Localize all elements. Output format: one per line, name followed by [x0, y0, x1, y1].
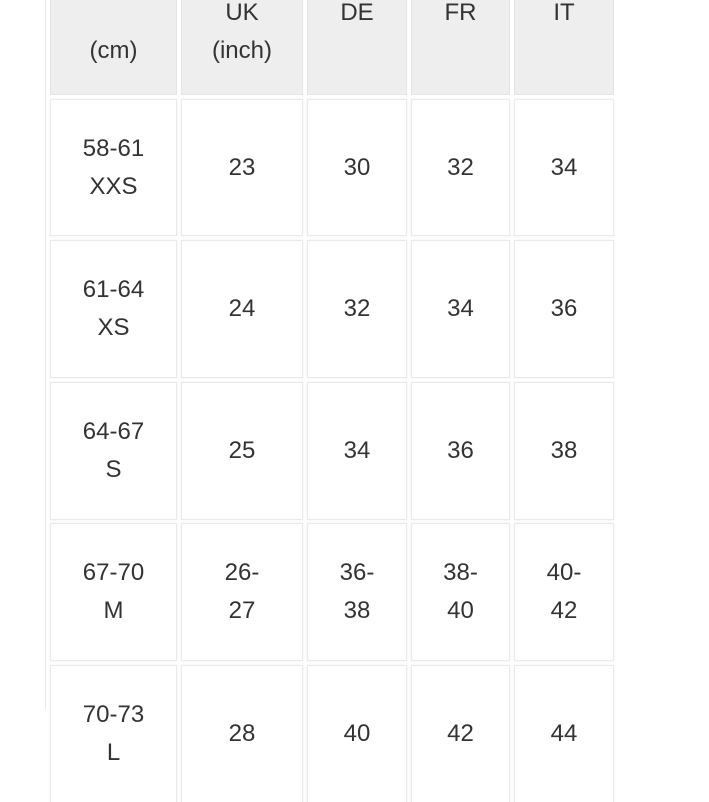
- table-cell: [51, 524, 176, 660]
- table-cell: [412, 666, 509, 802]
- table-row: [48, 666, 616, 766]
- cell-text: 40: [447, 597, 474, 624]
- header-text: [553, 32, 574, 70]
- cell-text: 44: [550, 720, 578, 747]
- header-text: [445, 32, 477, 70]
- header-cell-uk: [182, 0, 302, 94]
- table-cell: [182, 524, 302, 660]
- table-cell: [51, 241, 176, 377]
- table-left-border: [45, 0, 46, 709]
- cell-text: 36-: [339, 559, 375, 586]
- cell-text: 61-64: [82, 276, 145, 303]
- table-row: [48, 383, 616, 519]
- table-cell: [515, 241, 613, 377]
- header-cell-cm: [51, 0, 176, 94]
- cell-text: 24: [228, 295, 256, 322]
- header-cell-it: [515, 0, 613, 94]
- cell-text: 23: [228, 153, 256, 181]
- table-cell: [515, 524, 613, 660]
- cell-text: S: [105, 456, 122, 483]
- table-header-row: [48, 0, 616, 94]
- table-cell: [182, 666, 302, 802]
- table-cell: [51, 100, 176, 235]
- header-text: DE: [340, 0, 374, 26]
- cell-text: 42: [447, 720, 474, 747]
- cell-text: M: [103, 597, 124, 624]
- cell-text: 40: [343, 720, 371, 747]
- cell-text: 64-67: [82, 418, 145, 445]
- cell-text: XS: [97, 314, 130, 341]
- cell-text: 70-73: [82, 701, 145, 728]
- cell-text: 32: [447, 153, 474, 181]
- cell-text: XXS: [89, 172, 138, 200]
- table-cell: [51, 666, 176, 802]
- table-row: [48, 100, 616, 235]
- table-cell: [308, 666, 406, 802]
- cell-text: 38: [343, 597, 371, 624]
- table-cell: [182, 100, 302, 235]
- table-cell: [412, 383, 509, 519]
- cell-text: 58-61: [82, 134, 145, 162]
- cell-text: 25: [228, 437, 256, 464]
- table-cell: [182, 383, 302, 519]
- table-cell: [308, 241, 406, 377]
- header-text: IT: [553, 0, 575, 26]
- cell-text: 30: [343, 153, 371, 181]
- table-row: [48, 524, 616, 660]
- cell-text: 32: [343, 295, 371, 322]
- cell-text: 34: [550, 153, 578, 181]
- cell-text: 34: [447, 295, 474, 322]
- table-cell: [515, 666, 613, 802]
- table-cell: [515, 100, 613, 235]
- table-cell: [308, 100, 406, 235]
- table-cell: [51, 383, 176, 519]
- cell-text: 26-: [224, 559, 260, 586]
- header-cell-fr: [412, 0, 509, 94]
- cell-text: 38: [550, 437, 578, 464]
- table-cell: [412, 241, 509, 377]
- table-cell: [515, 383, 613, 519]
- header-cell-de: [308, 0, 406, 94]
- header-text: [90, 0, 138, 32]
- header-text: [340, 32, 373, 70]
- cell-text: 36: [550, 295, 578, 322]
- table-cell: [308, 383, 406, 519]
- cell-text: 34: [343, 437, 371, 464]
- cell-text: 38-: [443, 559, 478, 586]
- table-cell: [412, 524, 509, 660]
- cell-text: 67-70: [82, 559, 145, 586]
- header-text: UK: [225, 0, 259, 26]
- cell-text: 27: [228, 597, 256, 624]
- table-cell: [182, 241, 302, 377]
- cell-text: 42: [550, 597, 578, 624]
- cell-text: 28: [228, 720, 256, 747]
- cell-text: 36: [447, 437, 474, 464]
- table-row: [48, 241, 616, 377]
- table-cell: [412, 100, 509, 235]
- cell-text: 40-: [546, 559, 582, 586]
- header-text: (inch): [211, 37, 272, 64]
- header-text: (cm): [89, 37, 138, 64]
- table-cell: [308, 524, 406, 660]
- header-text: FR: [444, 0, 477, 26]
- cell-text: L: [106, 739, 121, 766]
